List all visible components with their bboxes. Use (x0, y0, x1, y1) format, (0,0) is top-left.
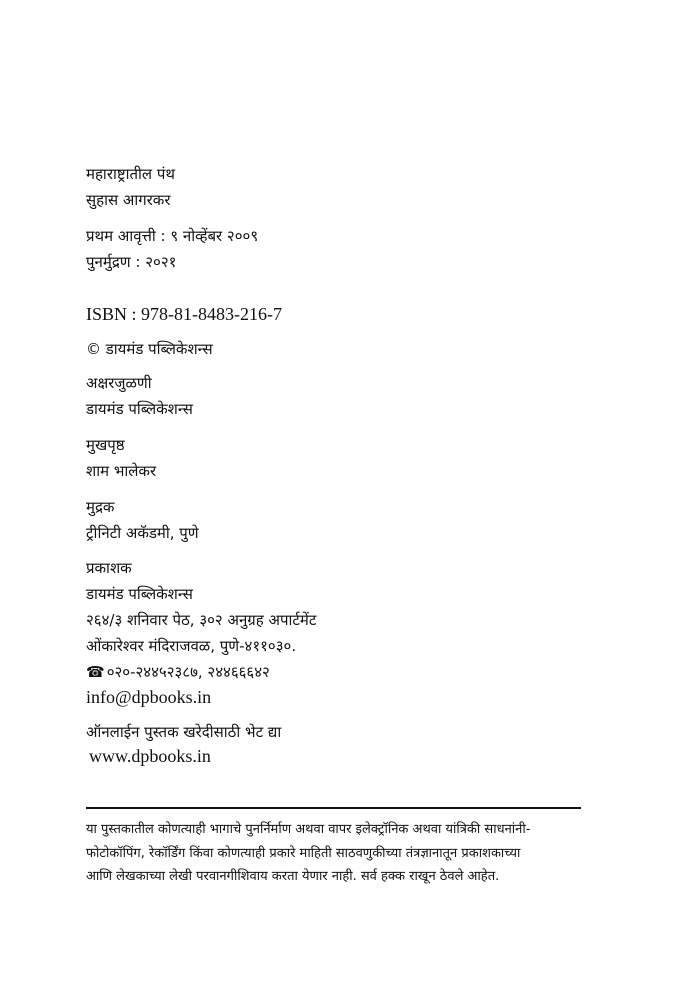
online-label: ऑनलाईन पुस्तक खरेदीसाठी भेट द्या (86, 723, 282, 741)
publisher-label: प्रकाशक (86, 559, 132, 577)
cover-value: शाम भालेकर (86, 462, 157, 480)
typesetting-label: अक्षरजुळणी (86, 374, 152, 392)
email-link[interactable]: info@dpbooks.in (86, 687, 212, 707)
book-author: सुहास आगरकर (86, 191, 171, 209)
notice-line-1: या पुस्तकातील कोणत्याही भागाचे पुनर्निर्माण अथवा वापर इलेक्ट्रॉनिक अथवा यांत्रिकी साधनांनी- (86, 822, 531, 837)
cover-label: मुखपृष्ठ (86, 436, 125, 454)
telephone-icon: ☎ (86, 663, 105, 681)
website-link[interactable]: www.dpbooks.in (89, 746, 211, 766)
address-line-2: ओंकारेश्वर मंदिराजवळ, पुणे-४११०३०. (86, 637, 297, 655)
phone-number: ०२०-२४४५२३८७, २४४६६६४२ (106, 663, 270, 681)
phone-row (86, 662, 270, 682)
notice-line-2: फोटोकॉपिंग, रेकॉर्डिंग किंवा कोणत्याही प्रकारे माहिती साठवणुकीच्या तंत्रज्ञानातून प्रकाशकाच्या (86, 845, 521, 861)
first-edition: प्रथम आवृत्ती : ९ नोव्हेंबर २००९ (86, 227, 259, 245)
printer-value: ट्रीनिटी अकॅडमी, पुणे (86, 524, 199, 542)
rights-notice (86, 818, 586, 889)
typesetting-value: डायमंड पब्लिकेशन्स (86, 400, 193, 418)
address-line-1: २६४/३ शनिवार पेठ, ३०२ अनुग्रह अपार्टमेंट (86, 611, 317, 629)
copyright-line: © डायमंड पब्लिकेशन्स (86, 340, 213, 358)
publisher-value: डायमंड पब्लिकेशन्स (86, 585, 193, 603)
book-title: महाराष्ट्रातील पंथ (86, 165, 175, 183)
divider (86, 807, 581, 809)
notice-line-3: आणि लेखकाच्या लेखी परवानगीशिवाय करता येणार नाही. सर्व हक्क राखून ठेवले आहेत. (86, 869, 500, 884)
isbn: ISBN : 978-81-8483-216-7 (86, 304, 282, 324)
printer-label: मुद्रक (86, 498, 115, 516)
reprint: पुनर्मुद्रण : २०२१ (86, 253, 177, 271)
